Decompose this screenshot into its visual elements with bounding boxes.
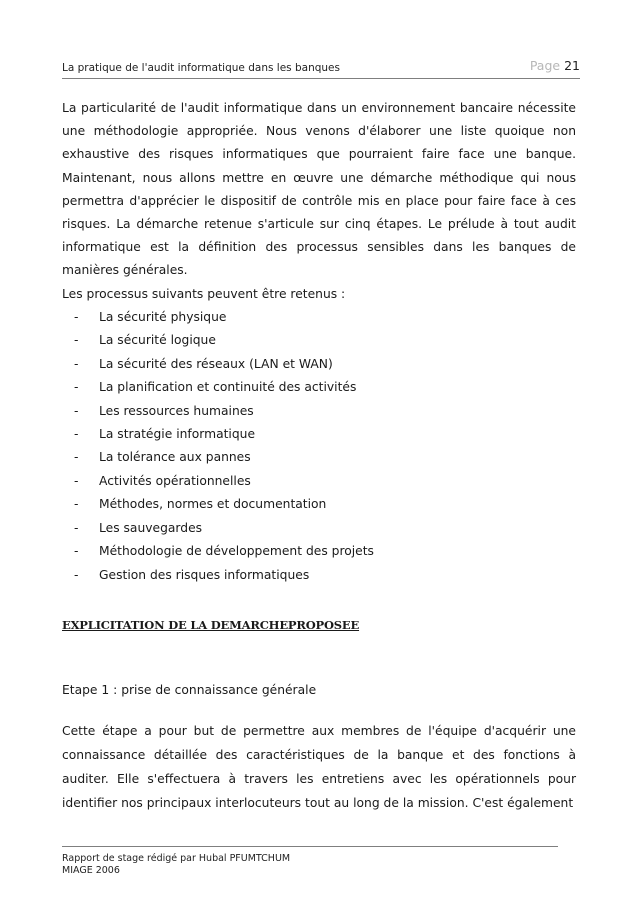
list-intro: Les processus suivants peuvent être retenus : xyxy=(62,286,346,301)
process-list-item xyxy=(62,470,576,493)
section-title: EXPLICITATION DE LA DEMARCHEPROPOSEE xyxy=(62,618,360,632)
process-label: La sécurité physique xyxy=(99,310,227,325)
footer-program: MIAGE 2006 xyxy=(62,865,120,876)
process-list-item xyxy=(62,400,576,423)
page-number-block xyxy=(530,58,580,73)
process-label: Méthodes, normes et documentation xyxy=(99,497,327,512)
process-label: Activités opérationnelles xyxy=(99,473,251,488)
step-paragraph: Cette étape a pour but de permettre aux membres de l'équipe d'acquérir une connaissance détaillée des caractéristiques de la banque et des fonctions à auditer. Elle s'effectuera à travers les entretiens avec les opérationnels pour identifier nos principaux interlocuteurs tout au long de la mission. C'est également xyxy=(62,724,576,810)
page-footer xyxy=(62,846,558,877)
footer-author: Rapport de stage rédigé par Hubal PFUMTCHUM xyxy=(62,853,291,864)
page-header xyxy=(62,56,580,79)
process-label: La sécurité logique xyxy=(99,333,216,348)
process-list xyxy=(62,306,576,587)
process-label: Méthodologie de développement des projets xyxy=(99,544,374,559)
process-label: Gestion des risques informatiques xyxy=(99,567,310,582)
process-label: La sécurité des réseaux (LAN et WAN) xyxy=(99,356,333,371)
process-list-item xyxy=(62,306,576,329)
process-list-item xyxy=(62,329,576,352)
process-label: La planification et continuité des activités xyxy=(99,380,357,395)
process-list-item xyxy=(62,376,576,399)
process-list-item xyxy=(62,540,576,563)
page-number: 21 xyxy=(564,58,580,73)
intro-paragraph: La particularité de l'audit informatique dans un environnement bancaire nécessite une méthodologie appropriée. Nous venons d'élaborer une liste quoique non exhaustive des risques informatiques que pourraient faire face une banque. Maintenant, nous allons mettre en œuvre une démarche méthodique qui nous permettra d'apprécier le dispositif de contrôle mis en place pour faire face à ces risques. La démarche retenue s'articule sur cinq étapes. Le prélude à tout audit informatique est la définition des processus sensibles dans les banques de manières générales. xyxy=(62,101,576,278)
process-label: Les ressources humaines xyxy=(99,403,254,418)
page-label: Page xyxy=(529,58,561,73)
body-text xyxy=(62,97,576,587)
process-list-item xyxy=(62,446,576,469)
process-label: La stratégie informatique xyxy=(99,427,256,442)
process-label: Les sauvegardes xyxy=(99,520,203,535)
step-title: Etape 1 : prise de connaissance générale xyxy=(62,683,317,697)
process-list-item xyxy=(62,423,576,446)
process-list-item xyxy=(62,564,576,587)
process-list-item xyxy=(62,353,576,376)
process-list-item xyxy=(62,517,576,540)
header-title: La pratique de l'audit informatique dans les banques xyxy=(62,62,340,74)
process-list-item xyxy=(62,493,576,516)
process-label: La tolérance aux pannes xyxy=(99,450,251,465)
